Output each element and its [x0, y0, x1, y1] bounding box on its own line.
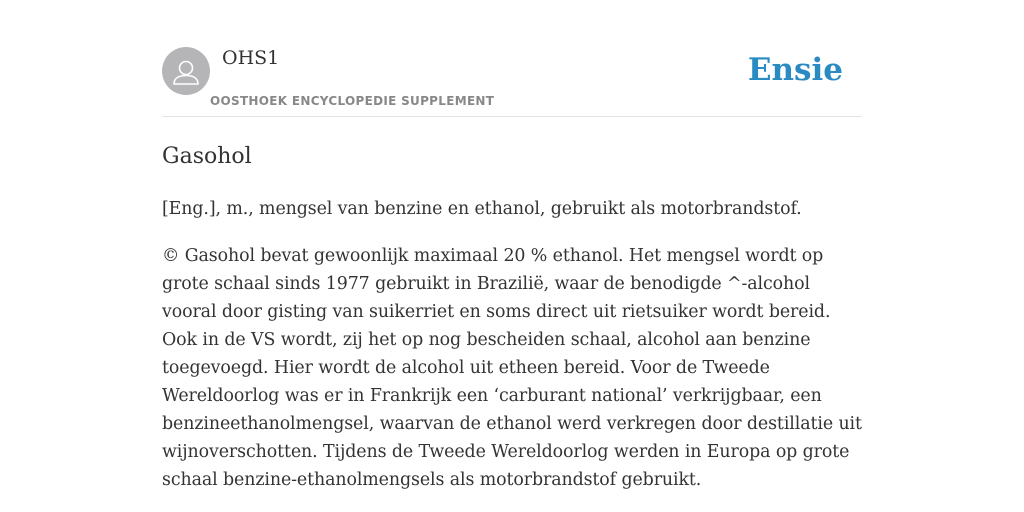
user-silhouette-icon: [162, 47, 210, 95]
definition-paragraph: [Eng.], m., mengsel van benzine en ethanol, gebruikt als motorbrandstof.: [162, 199, 802, 219]
source-name[interactable]: OOSTHOEK ENCYCLOPEDIE SUPPLEMENT: [210, 94, 495, 108]
author-name[interactable]: OHS1: [222, 47, 280, 69]
body-paragraph: © Gasohol bevat gewoonlijk maximaal 20 % ethanol. Het mengsel wordt op grote schaal sinds 1977 gebruikt in Brazilië, waar de benodigde ^-alcohol vooral door gisting van suikerriet en soms direct uit rietsuiker wordt bereid. Ook in de VS wordt, zij het op nog bescheiden schaal, alcohol aan benzine toegevoegd. Hier wordt de alcohol uit etheen bereid. Voor de Tweede Wereldoorlog was er in Frankrijk een ‘carburant national’ verkrijgbaar, een benzineethanolmengsel, waarvan de ethanol werd verkregen door destillatie uit wijnoverschotten. Tijdens de Tweede Wereldoorlog werden in Europa op grote schaal benzine-ethanolmengsels als motorbrandstof gebruikt.: [162, 246, 862, 490]
ensie-logo[interactable]: Ensie: [747, 52, 843, 88]
article-page: [162, 0, 862, 494]
page-title: Gasohol: [162, 144, 252, 169]
article-header: [162, 0, 862, 117]
author-avatar[interactable]: [162, 47, 210, 95]
